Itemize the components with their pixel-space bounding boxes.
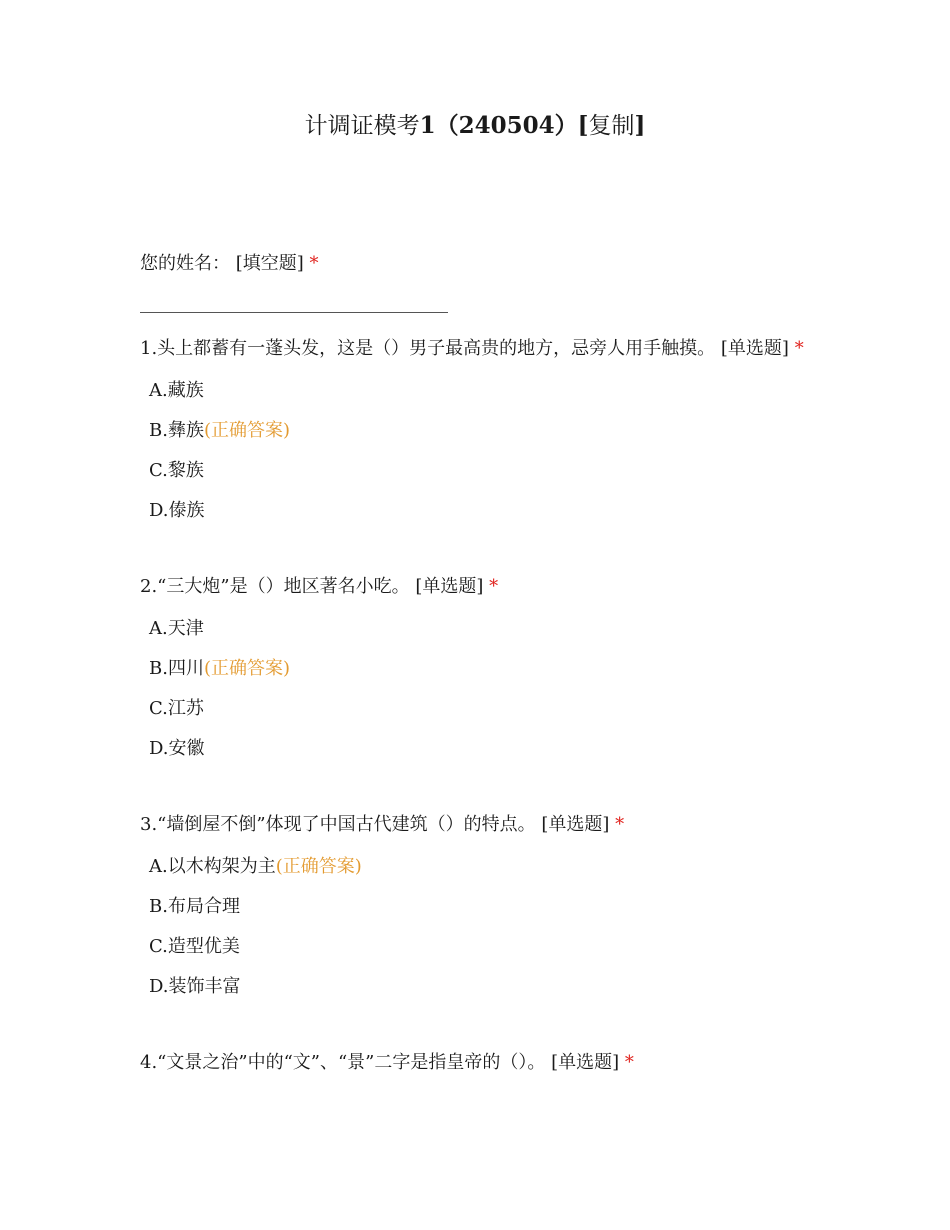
option-label: A.天津 xyxy=(149,618,204,639)
question-1 xyxy=(140,333,820,531)
question-1-text xyxy=(140,333,820,365)
question-3-stem: 3.“墙倒屋不倒”体现了中国古代建筑（）的特点。 xyxy=(140,814,536,835)
name-question xyxy=(140,248,820,313)
option-label: A.藏族 xyxy=(149,380,204,401)
option-label: B.四川 xyxy=(149,658,204,679)
option-1c[interactable] xyxy=(149,451,820,491)
question-4 xyxy=(140,1047,820,1079)
correct-answer-tag: (正确答案) xyxy=(275,856,362,877)
option-2b[interactable] xyxy=(149,649,820,689)
question-3-text xyxy=(140,809,820,841)
required-marker: * xyxy=(624,1052,634,1073)
option-2a[interactable] xyxy=(149,609,820,649)
required-marker: * xyxy=(309,253,319,274)
title-middle: 复制 xyxy=(588,113,635,139)
option-3c[interactable] xyxy=(149,927,820,967)
option-label: A.以木构架为主 xyxy=(149,856,276,877)
question-1-options xyxy=(140,371,820,531)
page-title xyxy=(0,108,950,144)
title-prefix: 计调证模考 xyxy=(304,113,420,139)
option-label: D.装饰丰富 xyxy=(149,976,241,997)
name-input[interactable] xyxy=(140,292,448,313)
question-3-type: [单选题] xyxy=(541,814,610,835)
required-marker: * xyxy=(794,338,804,359)
option-label: B.布局合理 xyxy=(149,896,240,917)
option-label: D.傣族 xyxy=(149,500,205,521)
option-1b[interactable] xyxy=(149,411,820,451)
option-label: D.安徽 xyxy=(149,738,205,759)
question-4-stem: 4.“文景之治”中的“文”、“景”二字是指皇帝的（）。 xyxy=(140,1052,546,1073)
option-3a[interactable] xyxy=(149,847,820,887)
title-suffix: ] xyxy=(634,112,646,139)
question-2-text xyxy=(140,571,820,603)
option-3b[interactable] xyxy=(149,887,820,927)
option-label: B.彝族 xyxy=(149,420,204,441)
option-2d[interactable] xyxy=(149,729,820,769)
question-list xyxy=(140,248,820,1079)
option-1a[interactable] xyxy=(149,371,820,411)
name-question-label xyxy=(140,248,820,280)
question-4-text xyxy=(140,1047,820,1079)
correct-answer-tag: (正确答案) xyxy=(203,658,290,679)
name-type: [填空题] xyxy=(235,253,304,274)
option-label: C.黎族 xyxy=(149,460,204,481)
option-label: C.造型优美 xyxy=(149,936,240,957)
option-1d[interactable] xyxy=(149,491,820,531)
question-4-type: [单选题] xyxy=(551,1052,620,1073)
question-3-options xyxy=(140,847,820,1007)
option-3d[interactable] xyxy=(149,967,820,1007)
required-marker: * xyxy=(615,814,625,835)
name-label: 您的姓名： xyxy=(140,253,230,274)
question-2-type: [单选题] xyxy=(415,576,484,597)
question-2-options xyxy=(140,609,820,769)
question-2-stem: 2.“三大炮”是（）地区著名小吃。 xyxy=(140,576,410,597)
correct-answer-tag: (正确答案) xyxy=(203,420,290,441)
option-2c[interactable] xyxy=(149,689,820,729)
question-2 xyxy=(140,571,820,769)
question-1-type: [单选题] xyxy=(720,338,789,359)
title-bold: 1（240504）[ xyxy=(419,112,589,139)
required-marker: * xyxy=(489,576,499,597)
question-3 xyxy=(140,809,820,1007)
option-label: C.江苏 xyxy=(149,698,204,719)
question-1-stem: 1.头上都蓄有一蓬头发，这是（）男子最高贵的地方，忌旁人用手触摸。 xyxy=(140,338,716,359)
